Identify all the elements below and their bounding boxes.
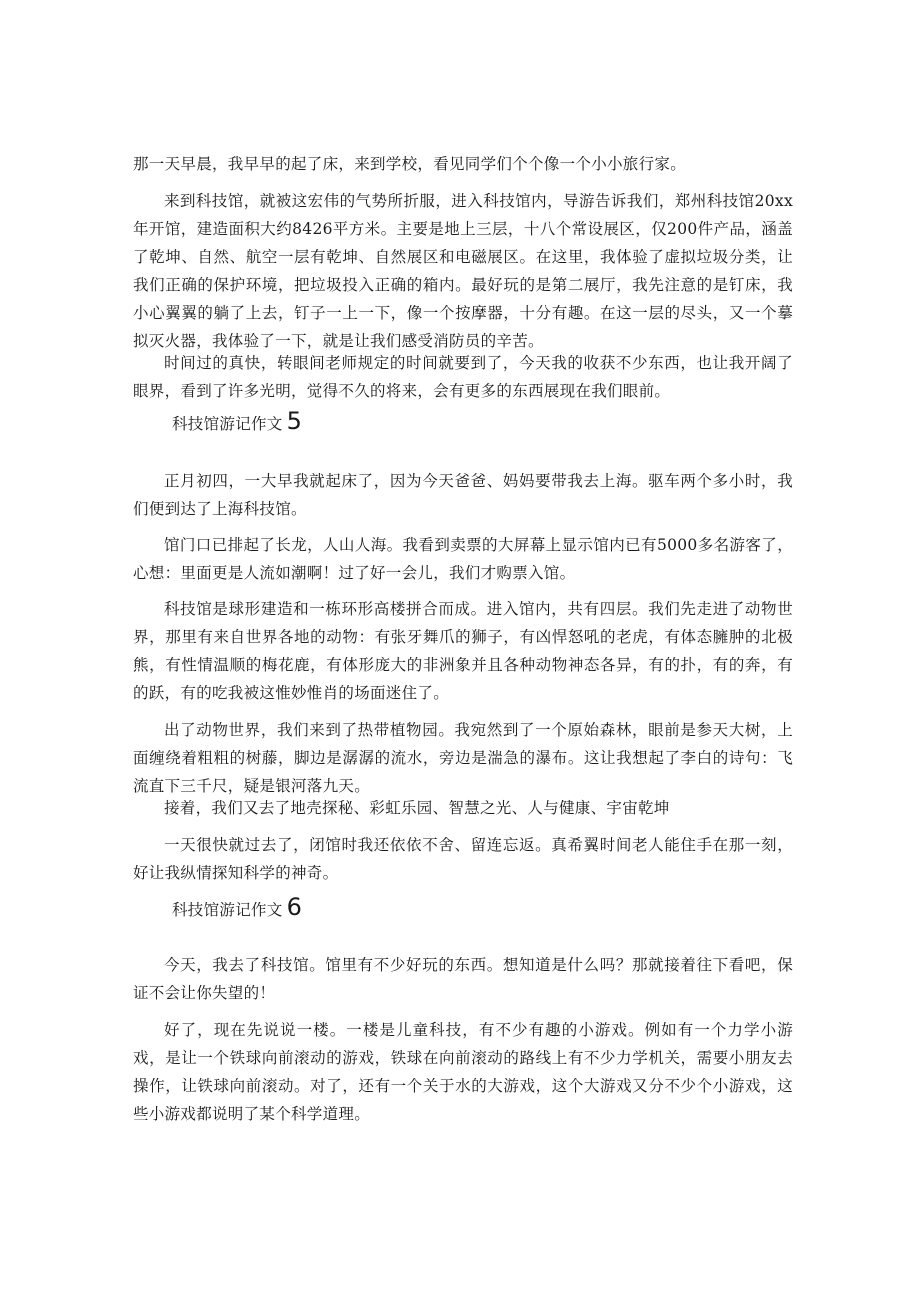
paragraph: 接着，我们又去了地壳探秘、彩虹乐园、智慧之光、人与健康、宇宙乾坤 [164,799,670,817]
paragraph: 那一天早晨，我早早的起了床，来到学校，看见同学们个个像一个小小旅行家。 [133,155,687,173]
heading-text: 科技馆游记作文 [172,415,283,433]
paragraph: 馆门口已排起了长龙，人山人海。我看到卖票的大屏幕上显示馆内已有5000多名游客了，心想：里面更是人流如潮啊！过了好一会儿，我们才购票入馆。 [133,536,793,582]
paragraph: 好了，现在先说说一楼。一楼是儿童科技，有不少有趣的小游戏。例如有一个力学小游戏，是让一个铁球向前滚动的游戏，铁球在向前滚动的路线上有不少力学机关，需要小朋友去操作，让铁球向前滚动。对了，还有一个关于水的大游戏，这个大游戏又分不少个小游戏，这些小游戏都说明了某个科学道理。 [133,1021,793,1123]
section-heading-6 [172,893,302,921]
paragraph: 出了动物世界，我们来到了热带植物园。我宛然到了一个原始森林，眼前是参天大树，上面缠绕着粗粗的树藤，脚边是潺潺的流水，旁边是湍急的瀑布。这让我想起了李白的诗句：飞流直下三千尺，疑是银河落九天。 [133,721,793,795]
section-heading-5 [172,407,302,435]
heading-number: 6 [286,893,302,921]
paragraph: 来到科技馆，就被这宏伟的气势所折服，进入科技馆内，导游告诉我们，郑州科技馆20xx年开馆，建造面积大约8426平方米。主要是地上三层，十八个常设展区，仅200件产品，涵盖了乾坤、自然、航空一层有乾坤、自然展区和电磁展区。在这里，我体验了虚拟垃圾分类，让我们正确的保护环境，把垃圾投入正确的箱内。最好玩的是第二展厅，我先注意的是钉床，我小心翼翼的躺了上去，钉子一上一下，像一个按摩器，十分有趣。在这一层的尽头，又一个摹拟灭火器，我体验了一下，就是让我们感受消防员的辛苦。 [133,192,793,350]
paragraph: 今天，我去了科技馆。馆里有不少好玩的东西。想知道是什么吗？那就接着往下看吧，保证不会让你失望的！ [133,956,793,1002]
paragraph: 科技馆是球形建造和一栋环形高楼拼合而成。进入馆内，共有四层。我们先走进了动物世界，那里有来自世界各地的动物：有张牙舞爪的狮子，有凶悍怒吼的老虎，有体态臃肿的北极熊，有性情温顺的梅花鹿，有体形庞大的非洲象并且各种动物神态各异，有的扑，有的奔，有的跃，有的吃我被这惟妙惟肖的场面迷住了。 [133,600,793,702]
heading-text: 科技馆游记作文 [172,901,283,919]
heading-number: 5 [286,407,302,435]
paragraph: 正月初四，一大早我就起床了，因为今天爸爸、妈妈要带我去上海。驱车两个多小时，我们便到达了上海科技馆。 [133,472,793,518]
paragraph: 一天很快就过去了，闭馆时我还依依不舍、留连忘返。真希翼时间老人能住手在那一刻，好让我纵情探知科学的神奇。 [133,836,793,882]
paragraph: 时间过的真快，转眼间老师规定的时间就要到了，今天我的收获不少东西，也让我开阔了眼界，看到了许多光明，觉得不久的将来，会有更多的东西展现在我们眼前。 [133,354,793,400]
